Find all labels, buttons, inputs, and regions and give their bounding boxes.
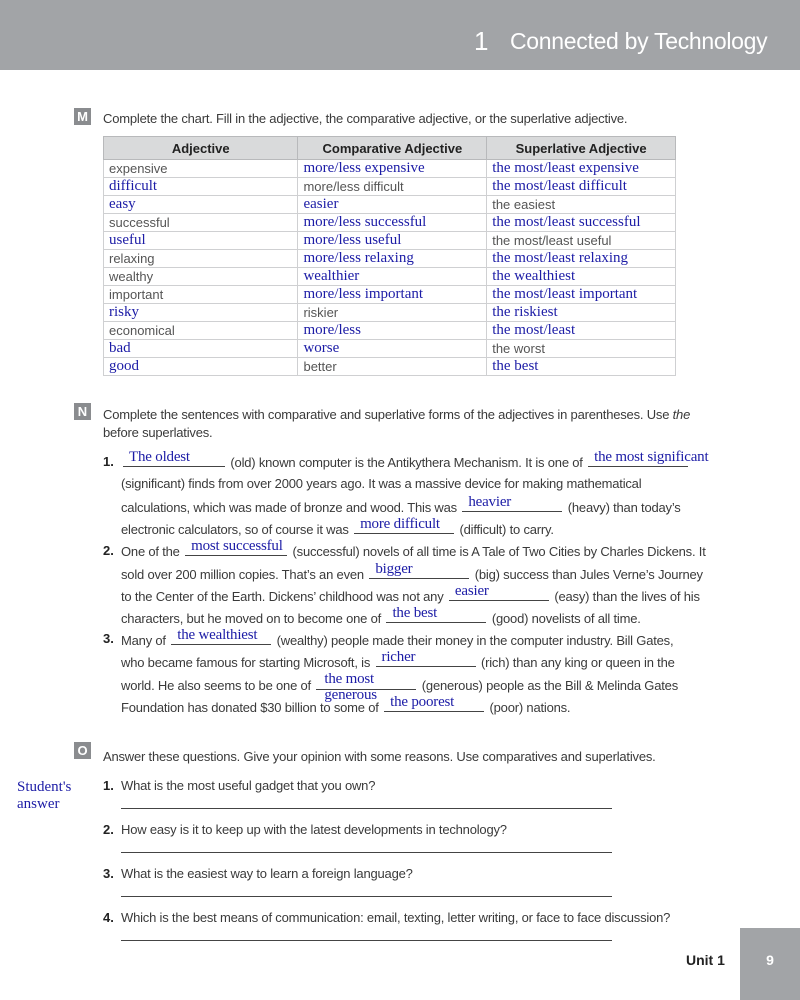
filled-answer: the best — [392, 605, 438, 621]
item-number: 2. — [103, 543, 114, 558]
answer-blank[interactable] — [462, 494, 562, 512]
table-row — [104, 358, 676, 376]
answer-line[interactable] — [121, 896, 612, 897]
answer-cell: worse — [298, 340, 487, 358]
item-number: 1. — [103, 454, 114, 469]
question-number: 1. — [103, 778, 114, 793]
answer-cell: easier — [298, 196, 487, 214]
unit-label: Unit 1 — [686, 952, 725, 968]
answer-cell: the best — [487, 358, 676, 376]
given-cell: wealthy — [104, 268, 298, 286]
answer-blank[interactable] — [369, 561, 469, 579]
sentence-text: to the Center of the Earth. Dickens’ childhood was not any — [121, 589, 447, 604]
answer-cell: more/less useful — [298, 232, 487, 250]
sentence-text: electronic calculators, so of course it was — [121, 522, 353, 537]
answer-line[interactable] — [121, 940, 612, 941]
instruction-text: Complete the sentences with comparative and superlative forms of the adjectives in parentheses. Use — [103, 407, 673, 422]
filled-answer: the poorest — [390, 694, 455, 710]
answer-cell: good — [104, 358, 298, 376]
given-cell: the worst — [487, 340, 676, 358]
table-row — [104, 178, 676, 196]
answer-cell: the wealthiest — [487, 268, 676, 286]
sentence-line — [121, 516, 554, 537]
answer-cell: easy — [104, 196, 298, 214]
sentence-text: (difficult) to carry. — [456, 522, 554, 537]
sentence-text: (good) novelists of all time. — [488, 611, 641, 626]
answer-cell: more/less expensive — [298, 160, 487, 178]
sentence-text: world. He also seems to be one of — [121, 678, 315, 693]
given-cell: economical — [104, 322, 298, 340]
adjective-chart — [103, 136, 676, 376]
question-text: How easy is it to keep up with the latest developments in technology? — [121, 822, 507, 837]
sentence-text: who became famous for starting Microsoft, is — [121, 655, 374, 670]
answer-cell: more/less relaxing — [298, 250, 487, 268]
given-cell: better — [298, 358, 487, 376]
sentence-line — [121, 538, 706, 559]
page-number: 9 — [740, 928, 800, 1000]
answer-line[interactable] — [121, 808, 612, 809]
answer-cell: difficult — [104, 178, 298, 196]
filled-answer: most successful — [191, 538, 283, 554]
answer-cell: the most/least successful — [487, 214, 676, 232]
answer-blank[interactable] — [376, 649, 476, 667]
sentence-text: (significant) finds from over 2000 years ago. It was a massive device for making mathematical — [121, 476, 642, 491]
answer-cell: more/less — [298, 322, 487, 340]
sentence-line — [121, 583, 700, 604]
answer-blank[interactable] — [316, 671, 416, 703]
answer-line[interactable] — [121, 852, 612, 853]
sentence-text: (rich) than any king or queen in the — [477, 655, 675, 670]
table-row — [104, 268, 676, 286]
section-n-instruction — [103, 406, 723, 442]
given-cell: successful — [104, 214, 298, 232]
given-cell: important — [104, 286, 298, 304]
question-number: 2. — [103, 822, 114, 837]
sentence-text: (poor) nations. — [486, 700, 571, 715]
table-row — [104, 250, 676, 268]
instruction-emphasis: the — [672, 407, 691, 422]
table-row — [104, 214, 676, 232]
filled-answer: richer — [381, 649, 416, 665]
chapter-number: 1 — [474, 26, 489, 56]
given-cell: more/less difficult — [298, 178, 487, 196]
item-number: 3. — [103, 631, 114, 646]
sentence-text: Many of — [121, 633, 170, 648]
sentence-text: One of the — [121, 544, 184, 559]
sentence-line — [121, 561, 703, 582]
instruction-text-cont: before superlatives. — [103, 425, 213, 440]
answer-cell: the most/least expensive — [487, 160, 676, 178]
given-cell: the most/least useful — [487, 232, 676, 250]
filled-answer: easier — [454, 583, 489, 599]
sentence-text: (wealthy) people made their money in the computer industry. Bill Gates, — [273, 633, 674, 648]
table-row — [104, 286, 676, 304]
table-row — [104, 304, 676, 322]
filled-answer: the most significant — [594, 449, 709, 465]
sentence-text: (big) success than Jules Verne’s Journey — [471, 567, 703, 582]
filled-answer: heavier — [468, 494, 512, 510]
section-o-instruction: Answer these questions. Give your opinion with some reasons. Use comparatives and superlatives. — [103, 749, 656, 764]
sentence-text: (easy) than the lives of his — [550, 589, 700, 604]
sentence-text: (heavy) than today’s — [564, 500, 681, 515]
answer-blank[interactable] — [386, 605, 486, 623]
answer-cell: the most/least important — [487, 286, 676, 304]
sentence-text: characters, but he moved on to become one of — [121, 611, 385, 626]
filled-answer: more difficult — [360, 516, 440, 532]
chapter-header — [0, 0, 800, 70]
filled-answer: The oldest — [129, 449, 190, 465]
section-n-badge: N — [74, 403, 91, 420]
column-header: Superlative Adjective — [487, 137, 676, 160]
sentence-line — [121, 494, 681, 515]
answer-blank[interactable] — [354, 516, 454, 534]
answer-cell: more/less important — [298, 286, 487, 304]
table-row — [104, 160, 676, 178]
sentence-text: calculations, which was made of bronze and wood. This was — [121, 500, 461, 515]
question-text: What is the most useful gadget that you own? — [121, 778, 376, 793]
sentence-line — [121, 694, 571, 715]
filled-answer: the most generous — [324, 671, 377, 703]
sentence-text: sold over 200 million copies. That’s an even — [121, 567, 368, 582]
section-o-badge: O — [74, 742, 91, 759]
sentence-text: (old) known computer is the Antikythera Mechanism. It is one of — [227, 455, 587, 470]
sentence-line — [121, 476, 641, 491]
question-text: What is the easiest way to learn a foreign language? — [121, 866, 413, 881]
sentence-text: (successful) novels of all time is A Tale of Two Cities by Charles Dickens. It — [289, 544, 706, 559]
table-row — [104, 322, 676, 340]
sentence-line — [121, 605, 641, 626]
answer-blank[interactable] — [588, 449, 709, 467]
answer-blank[interactable] — [449, 583, 549, 601]
answer-blank[interactable] — [384, 694, 484, 712]
given-cell: relaxing — [104, 250, 298, 268]
sentence-text: Foundation has donated $30 billion to some of — [121, 700, 383, 715]
given-cell: riskier — [298, 304, 487, 322]
student-answer-note: Student's answer — [17, 779, 72, 812]
answer-cell: risky — [104, 304, 298, 322]
filled-answer: bigger — [375, 561, 413, 577]
table-row — [104, 196, 676, 214]
given-cell: the easiest — [487, 196, 676, 214]
answer-cell: the most/least relaxing — [487, 250, 676, 268]
filled-answer: the wealthiest — [177, 627, 258, 643]
section-m-instruction: Complete the chart. Fill in the adjective, the comparative adjective, or the superlative adjective. — [103, 111, 628, 126]
answer-cell: the riskiest — [487, 304, 676, 322]
column-header: Adjective — [104, 137, 298, 160]
section-m-badge: M — [74, 108, 91, 125]
question-text: Which is the best means of communication: email, texting, letter writing, or face to face discussion? — [121, 910, 671, 925]
sentence-line — [121, 627, 674, 648]
answer-cell: more/less successful — [298, 214, 487, 232]
column-header: Comparative Adjective — [298, 137, 487, 160]
chapter-title: Connected by Technology — [510, 28, 768, 54]
answer-cell: bad — [104, 340, 298, 358]
sentence-line — [121, 449, 709, 470]
answer-cell: wealthier — [298, 268, 487, 286]
question-number: 3. — [103, 866, 114, 881]
answer-cell: the most/least difficult — [487, 178, 676, 196]
answer-blank[interactable] — [171, 627, 271, 645]
given-cell: expensive — [104, 160, 298, 178]
question-number: 4. — [103, 910, 114, 925]
sentence-line — [121, 649, 675, 670]
answer-cell: the most/least — [487, 322, 676, 340]
sentence-text: (generous) people as the Bill & Melinda Gates — [418, 678, 678, 693]
answer-blank[interactable] — [123, 449, 225, 467]
answer-cell: useful — [104, 232, 298, 250]
table-row — [104, 232, 676, 250]
table-row — [104, 340, 676, 358]
answer-blank[interactable] — [185, 538, 287, 556]
